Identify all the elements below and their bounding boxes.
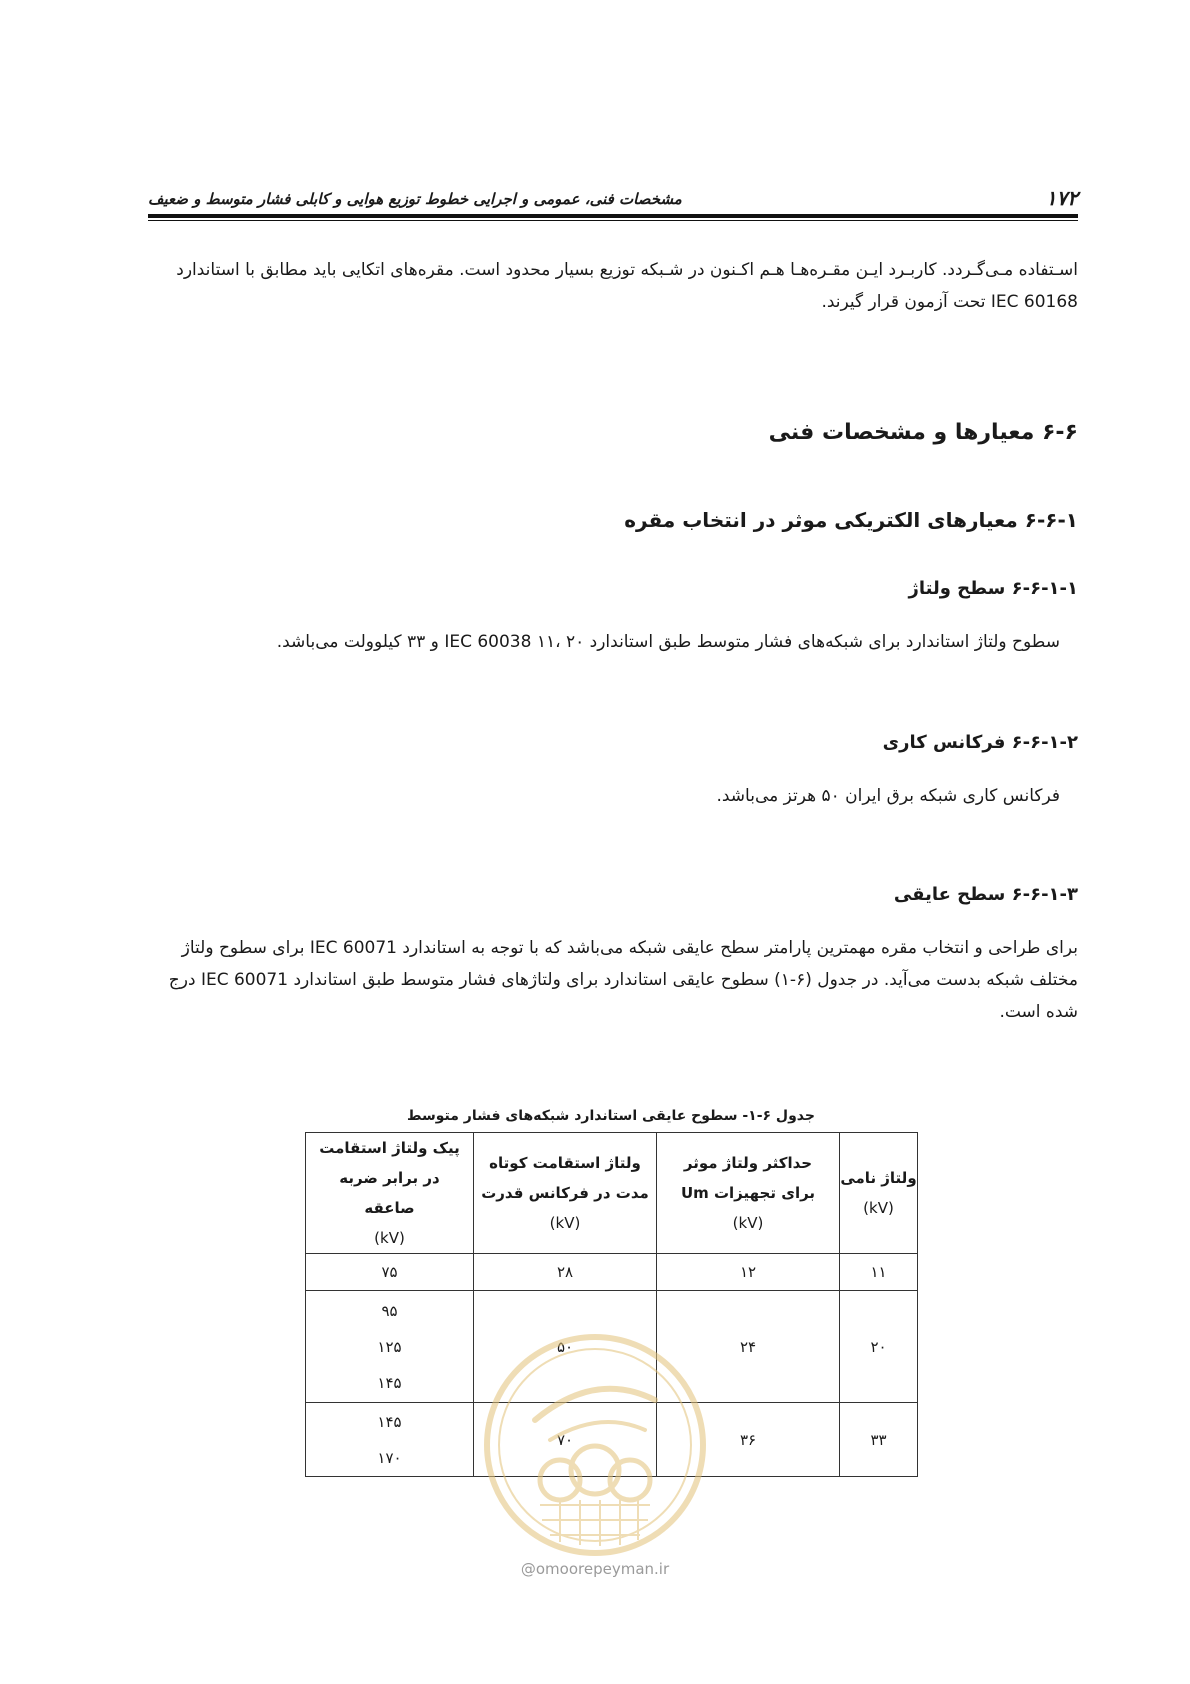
cell-peak	[306, 1403, 474, 1477]
page-header	[148, 186, 1078, 220]
header-peak-impulse	[306, 1133, 474, 1254]
frequency-text: فرکانس کاری شبکه برق ایران ۵۰ هرتز می‌باشد.	[716, 786, 1060, 806]
insulation-heading: ۶-۶-۱-۳ سطح عایقی	[893, 884, 1078, 905]
intro-line-2: IEC 60168 تحت آزمون قرار گیرند.	[821, 292, 1078, 312]
watermark-logo	[480, 1330, 710, 1560]
header-nominal-unit: (kV)	[863, 1199, 894, 1217]
frequency-heading: ۶-۶-۱-۲ فرکانس کاری	[882, 732, 1078, 753]
watermark-url: @omoorepeyman.ir	[520, 1560, 670, 1578]
cell-peak: ۷۵	[306, 1254, 474, 1291]
header-nominal-label: ولتاژ نامی	[840, 1169, 917, 1187]
peak-value: ۱۷۰	[377, 1448, 402, 1467]
header-peak-label-3: صاعقه (kV)	[364, 1199, 415, 1247]
peak-value: ۱۴۵	[377, 1412, 402, 1431]
cell-nominal: ۳۳	[840, 1403, 918, 1477]
cell-short: ۷۰	[474, 1403, 657, 1477]
header-rule-thick	[148, 214, 1078, 218]
cell-max: ۳۶	[657, 1403, 840, 1477]
cell-max: ۲۴	[657, 1291, 840, 1403]
voltage-text: سطوح ولتاژ استاندارد برای شبکه‌های فشار متوسط طبق استاندارد IEC 60038 ۱۱، ۲۰ و ۳۳ کیلوولت می‌باشد.	[276, 632, 1060, 652]
peak-value: ۹۵	[381, 1301, 398, 1320]
header-max-label-2: برای تجهیزات Um	[680, 1184, 816, 1202]
header-max-label-1: حداکثر ولتاژ موثر	[683, 1154, 813, 1172]
peak-value: ۱۴۵	[377, 1373, 402, 1392]
page-number: ۱۷۲	[1045, 186, 1078, 210]
header-max-unit: (kV)	[732, 1214, 764, 1232]
section-heading: ۶-۶ معیارها و مشخصات فنی	[768, 420, 1078, 445]
cell-max: ۱۲	[657, 1254, 840, 1291]
header-rule-thin	[148, 220, 1078, 221]
header-peak-label-1: پیک ولتاژ استقامت	[319, 1139, 460, 1157]
insulation-line-3: شده است.	[999, 1002, 1078, 1022]
subsection-heading: ۶-۶-۱ معیارهای الکتریکی موثر در انتخاب مقره	[624, 508, 1078, 532]
table-caption: جدول ۶-۱- سطوح عایقی استاندارد شبکه‌های فشار متوسط	[407, 1108, 815, 1124]
cell-short: ۵۰	[474, 1291, 657, 1403]
running-title: مشخصات فنی، عمومی و اجرایی خطوط توزیع هوایی و کابلی فشار متوسط و ضعیف	[148, 190, 682, 208]
frequency-paragraph	[160, 780, 1060, 812]
cell-short: ۲۸	[474, 1254, 657, 1291]
voltage-paragraph	[160, 626, 1060, 658]
intro-paragraph	[148, 254, 1078, 318]
table-row	[306, 1254, 918, 1291]
voltage-heading: ۶-۶-۱-۱ سطح ولتاژ	[908, 578, 1078, 599]
header-short-unit: (kV)	[549, 1214, 581, 1232]
insulation-paragraph	[148, 932, 1078, 1028]
peak-value: ۱۲۵	[377, 1337, 402, 1356]
header-short-label-1: ولتاژ استقامت کوتاه	[489, 1154, 641, 1172]
table-header-row	[306, 1133, 918, 1254]
header-short-label-2: مدت در فرکانس قدرت	[481, 1184, 649, 1202]
insulation-line-1: برای طراحی و انتخاب مقره مهمترین پارامتر سطح عایقی شبکه می‌باشد که با توجه به استاندارد IEC 60071 برای سطوح ولتاژ	[181, 938, 1078, 958]
insulation-line-2: مختلف شبکه بدست می‌آید. در جدول (۶-۱) سطوح عایقی استاندارد برای ولتاژهای فشار متوسط طبق استاندارد IEC 60071 درج	[168, 970, 1078, 990]
cell-peak	[306, 1291, 474, 1403]
cell-nominal: ۱۱	[840, 1254, 918, 1291]
header-nominal-voltage	[840, 1133, 918, 1254]
header-peak-label-2: در برابر ضربه	[339, 1169, 440, 1187]
intro-line-1: اسـتفاده مـی‌گـردد. کاربـرد ایـن مقـره‌هـا هـم اکـنون در شـبکه توزیع بسیار محدود است. مقره‌های اتکایی باید مطابق با استاندارد	[176, 260, 1078, 280]
header-short-duration	[474, 1133, 657, 1254]
cell-nominal: ۲۰	[840, 1291, 918, 1403]
header-max-voltage	[657, 1133, 840, 1254]
